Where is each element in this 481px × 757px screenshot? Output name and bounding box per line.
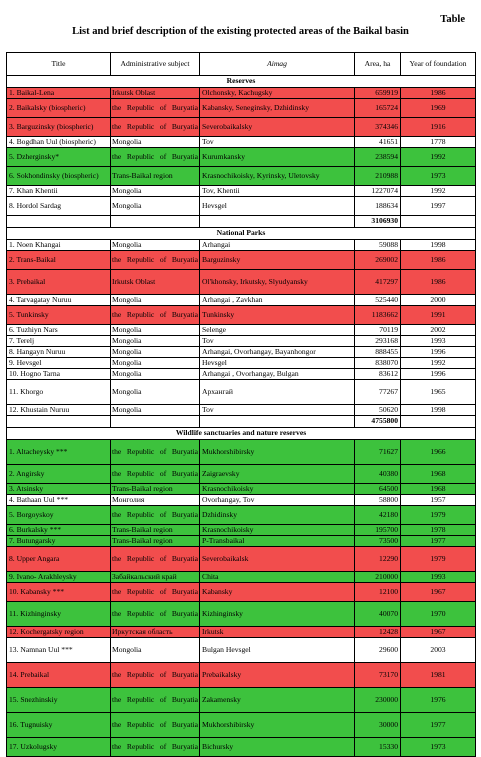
cell-year: 1998 bbox=[401, 405, 476, 416]
cell-year: 2002 bbox=[401, 325, 476, 336]
cell-admin-subject: Trans-Baikal region bbox=[111, 484, 200, 495]
cell-title: 8. Hangayn Nuruu bbox=[7, 347, 111, 358]
cell-admin-subject: Mongolia bbox=[111, 295, 200, 306]
cell-title: 5. Tunkinsky bbox=[7, 306, 111, 325]
cell-area: 73170 bbox=[355, 663, 401, 688]
table-row bbox=[7, 369, 476, 380]
table-row bbox=[7, 663, 476, 688]
cell-title: 2. Baikalsky (biospheric) bbox=[7, 99, 111, 118]
cell-year: 1979 bbox=[401, 506, 476, 525]
cell-year: 1997 bbox=[401, 197, 476, 216]
cell-aimag: Tov bbox=[200, 137, 355, 148]
cell-area: 59088 bbox=[355, 240, 401, 251]
table-row bbox=[7, 484, 476, 495]
cell-admin-subject: the Republic of Buryatia bbox=[111, 506, 200, 525]
cell-title: 11. Kizhinginsky bbox=[7, 602, 111, 627]
table-row bbox=[7, 295, 476, 306]
table-body bbox=[7, 76, 476, 757]
cell-aimag: Kizhinginsky bbox=[200, 602, 355, 627]
cell-title: 10. Kabansky *** bbox=[7, 583, 111, 602]
cell-area: 195700 bbox=[355, 525, 401, 536]
cell-year: 1957 bbox=[401, 495, 476, 506]
cell-title: 1. Altacheysky *** bbox=[7, 440, 111, 465]
cell-title: 9. Ivano- Arakhleysky bbox=[7, 572, 111, 583]
cell-aimag: Kabansky bbox=[200, 583, 355, 602]
cell-admin-subject: Irkutsk Oblast bbox=[111, 270, 200, 295]
cell-aimag: Chita bbox=[200, 572, 355, 583]
cell-area: 41651 bbox=[355, 137, 401, 148]
cell-area: 83612 bbox=[355, 369, 401, 380]
cell-aimag: Tov, Khentii bbox=[200, 186, 355, 197]
column-header-admin: Administrative subject bbox=[111, 53, 200, 76]
cell-title: 8. Hordol Sardag bbox=[7, 197, 111, 216]
empty-cell bbox=[401, 216, 476, 228]
table-row bbox=[7, 380, 476, 405]
cell-admin-subject: Mongolia bbox=[111, 347, 200, 358]
table-row bbox=[7, 495, 476, 506]
cell-aimag: Krasnochikoisky bbox=[200, 484, 355, 495]
table-row bbox=[7, 251, 476, 270]
cell-admin-subject: Mongolia bbox=[111, 197, 200, 216]
cell-area: 888455 bbox=[355, 347, 401, 358]
cell-year: 1967 bbox=[401, 627, 476, 638]
cell-year: 1973 bbox=[401, 167, 476, 186]
cell-aimag: Hevsgel bbox=[200, 358, 355, 369]
cell-area: 525440 bbox=[355, 295, 401, 306]
table-row bbox=[7, 572, 476, 583]
cell-aimag: Arhangai, Ovorhangay, Bayanhongor bbox=[200, 347, 355, 358]
cell-admin-subject: the Republic of Buryatia bbox=[111, 583, 200, 602]
cell-aimag: Selenge bbox=[200, 325, 355, 336]
cell-aimag: Kabansky, Seneginsky, Dzhidinsky bbox=[200, 99, 355, 118]
cell-admin-subject: Mongolia bbox=[111, 186, 200, 197]
cell-admin-subject: Монголия bbox=[111, 495, 200, 506]
cell-title: 13. Namnan Uul *** bbox=[7, 638, 111, 663]
table-row bbox=[7, 88, 476, 99]
cell-year: 1778 bbox=[401, 137, 476, 148]
cell-year: 1986 bbox=[401, 88, 476, 99]
cell-year: 1978 bbox=[401, 525, 476, 536]
empty-cell bbox=[111, 216, 200, 228]
cell-admin-subject: Mongolia bbox=[111, 137, 200, 148]
table-row bbox=[7, 440, 476, 465]
cell-title: 7. Terelj bbox=[7, 336, 111, 347]
cell-title: 5. Dzherginsky* bbox=[7, 148, 111, 167]
table-row bbox=[7, 306, 476, 325]
table-caption: Table bbox=[440, 14, 465, 25]
table-row bbox=[7, 99, 476, 118]
cell-aimag: Arhangai , Ovorhangay, Bulgan bbox=[200, 369, 355, 380]
cell-area: 40070 bbox=[355, 602, 401, 627]
section-heading: National Parks bbox=[7, 228, 476, 240]
cell-title: 10. Hogno Tarna bbox=[7, 369, 111, 380]
cell-admin-subject: the Republic of Buryatia bbox=[111, 663, 200, 688]
empty-cell bbox=[111, 416, 200, 428]
cell-aimag: Tunkinsky bbox=[200, 306, 355, 325]
table-row bbox=[7, 197, 476, 216]
table-row bbox=[7, 738, 476, 757]
cell-admin-subject: Trans-Baikal region bbox=[111, 167, 200, 186]
cell-admin-subject: Mongolia bbox=[111, 240, 200, 251]
cell-aimag: Prebaikalsky bbox=[200, 663, 355, 688]
cell-aimag: Kurumkansky bbox=[200, 148, 355, 167]
section-total-row bbox=[7, 416, 476, 428]
empty-cell bbox=[200, 416, 355, 428]
cell-title: 1. Baikal-Lena bbox=[7, 88, 111, 99]
cell-year: 1991 bbox=[401, 306, 476, 325]
cell-aimag: Arhangai , Zavkhan bbox=[200, 295, 355, 306]
cell-admin-subject: Mongolia bbox=[111, 369, 200, 380]
cell-aimag: Tov bbox=[200, 405, 355, 416]
table-row bbox=[7, 547, 476, 572]
cell-year: 1986 bbox=[401, 251, 476, 270]
cell-title: 6. Tuzhiyn Nars bbox=[7, 325, 111, 336]
cell-aimag: Mukhorshibirsky bbox=[200, 440, 355, 465]
cell-area: 58800 bbox=[355, 495, 401, 506]
table-row bbox=[7, 186, 476, 197]
cell-aimag: Zakamensky bbox=[200, 688, 355, 713]
cell-aimag: Bichursky bbox=[200, 738, 355, 757]
section-heading-row bbox=[7, 76, 476, 88]
cell-year: 1998 bbox=[401, 240, 476, 251]
section-heading-row bbox=[7, 428, 476, 440]
table-row bbox=[7, 688, 476, 713]
section-heading: Reserves bbox=[7, 76, 476, 88]
section-heading-row bbox=[7, 228, 476, 240]
cell-area: 70119 bbox=[355, 325, 401, 336]
cell-year: 1966 bbox=[401, 440, 476, 465]
cell-area: 165724 bbox=[355, 99, 401, 118]
cell-area: 12100 bbox=[355, 583, 401, 602]
cell-admin-subject: the Republic of Buryatia bbox=[111, 465, 200, 484]
column-header-year: Year of foundation bbox=[401, 53, 476, 76]
cell-area: 659919 bbox=[355, 88, 401, 99]
cell-title: 3. Prebaikal bbox=[7, 270, 111, 295]
cell-area: 417297 bbox=[355, 270, 401, 295]
section-heading: Wildlife sanctuaries and nature reserves bbox=[7, 428, 476, 440]
cell-title: 7. Butungarsky bbox=[7, 536, 111, 547]
cell-title: 3. Barguzinsky (biospheric) bbox=[7, 118, 111, 137]
cell-aimag: Bulgan Hevsgel bbox=[200, 638, 355, 663]
cell-admin-subject: Mongolia bbox=[111, 358, 200, 369]
cell-admin-subject: the Republic of Buryatia bbox=[111, 118, 200, 137]
table-row bbox=[7, 347, 476, 358]
cell-admin-subject: Mongolia bbox=[111, 336, 200, 347]
cell-year: 1965 bbox=[401, 380, 476, 405]
cell-aimag: Hevsgel bbox=[200, 197, 355, 216]
cell-area: 42180 bbox=[355, 506, 401, 525]
cell-admin-subject: the Republic of Buryatia bbox=[111, 440, 200, 465]
cell-area: 71627 bbox=[355, 440, 401, 465]
cell-title: 4. Bogdhan Uul (biospheric) bbox=[7, 137, 111, 148]
cell-title: 7. Khan Khentii bbox=[7, 186, 111, 197]
cell-area: 188634 bbox=[355, 197, 401, 216]
column-header-aimag: Aimag bbox=[200, 53, 355, 76]
cell-admin-subject: the Republic of Buryatia bbox=[111, 713, 200, 738]
cell-area: 64500 bbox=[355, 484, 401, 495]
section-total-row bbox=[7, 216, 476, 228]
cell-admin-subject: the Republic of Buryatia bbox=[111, 99, 200, 118]
cell-area: 29600 bbox=[355, 638, 401, 663]
cell-admin-subject: Забайкальский край bbox=[111, 572, 200, 583]
table-row bbox=[7, 137, 476, 148]
cell-aimag: Dzhidinsky bbox=[200, 506, 355, 525]
cell-year: 1916 bbox=[401, 118, 476, 137]
cell-year: 1993 bbox=[401, 336, 476, 347]
cell-aimag: Zaigraevsky bbox=[200, 465, 355, 484]
table-row bbox=[7, 638, 476, 663]
table-row bbox=[7, 465, 476, 484]
cell-admin-subject: the Republic of Buryatia bbox=[111, 306, 200, 325]
column-header-area: Area, ha bbox=[355, 53, 401, 76]
cell-title: 1. Noen Khangai bbox=[7, 240, 111, 251]
cell-admin-subject: the Republic of Buryatia bbox=[111, 738, 200, 757]
cell-aimag: Severobaikalsky bbox=[200, 118, 355, 137]
cell-title: 15. Snezhinskiy bbox=[7, 688, 111, 713]
cell-aimag: Severobaikalsk bbox=[200, 547, 355, 572]
cell-year: 1993 bbox=[401, 572, 476, 583]
cell-title: 9. Hevsgel bbox=[7, 358, 111, 369]
cell-title: 16. Tugnuisky bbox=[7, 713, 111, 738]
empty-cell bbox=[401, 416, 476, 428]
cell-area: 15330 bbox=[355, 738, 401, 757]
cell-admin-subject: the Republic of Buryatia bbox=[111, 547, 200, 572]
cell-area: 73500 bbox=[355, 536, 401, 547]
cell-year: 1970 bbox=[401, 602, 476, 627]
cell-year: 1992 bbox=[401, 186, 476, 197]
cell-year: 1992 bbox=[401, 148, 476, 167]
cell-aimag: Irkutsk bbox=[200, 627, 355, 638]
cell-aimag: Arhangai bbox=[200, 240, 355, 251]
cell-year: 1976 bbox=[401, 688, 476, 713]
table-row bbox=[7, 240, 476, 251]
cell-admin-subject: the Republic of Buryatia bbox=[111, 688, 200, 713]
table-row bbox=[7, 627, 476, 638]
document-title: List and brief description of the existing protected areas of the Baikal basin bbox=[72, 26, 409, 37]
cell-area: 12290 bbox=[355, 547, 401, 572]
cell-admin-subject: the Republic of Buryatia bbox=[111, 602, 200, 627]
empty-cell bbox=[7, 216, 111, 228]
cell-admin-subject: Mongolia bbox=[111, 380, 200, 405]
cell-area: 30000 bbox=[355, 713, 401, 738]
cell-admin-subject: Trans-Baikal region bbox=[111, 536, 200, 547]
cell-admin-subject: the Republic of Buryatia bbox=[111, 148, 200, 167]
column-header-title: Title bbox=[7, 53, 111, 76]
cell-admin-subject: Mongolia bbox=[111, 638, 200, 663]
table-row bbox=[7, 118, 476, 137]
section-total-area: 3106930 bbox=[355, 216, 401, 228]
cell-year: 1996 bbox=[401, 347, 476, 358]
empty-cell bbox=[7, 416, 111, 428]
table-row bbox=[7, 506, 476, 525]
cell-area: 293168 bbox=[355, 336, 401, 347]
cell-aimag: Tov bbox=[200, 336, 355, 347]
table-row bbox=[7, 325, 476, 336]
cell-year: 1968 bbox=[401, 465, 476, 484]
cell-area: 1227074 bbox=[355, 186, 401, 197]
cell-aimag: Архангай bbox=[200, 380, 355, 405]
cell-year: 1977 bbox=[401, 536, 476, 547]
cell-title: 4. Bathaan Uul *** bbox=[7, 495, 111, 506]
table-row bbox=[7, 270, 476, 295]
cell-title: 2. Angirsky bbox=[7, 465, 111, 484]
cell-year: 1967 bbox=[401, 583, 476, 602]
table-row bbox=[7, 713, 476, 738]
cell-area: 210988 bbox=[355, 167, 401, 186]
cell-area: 50620 bbox=[355, 405, 401, 416]
cell-title: 14. Prebaikal bbox=[7, 663, 111, 688]
cell-year: 1992 bbox=[401, 358, 476, 369]
cell-title: 5. Borgoyskoy bbox=[7, 506, 111, 525]
cell-year: 1977 bbox=[401, 713, 476, 738]
cell-year: 1973 bbox=[401, 738, 476, 757]
cell-year: 1969 bbox=[401, 99, 476, 118]
cell-aimag: P-Transbaikal bbox=[200, 536, 355, 547]
cell-area: 40380 bbox=[355, 465, 401, 484]
cell-title: 3. Atsinsky bbox=[7, 484, 111, 495]
table-row bbox=[7, 167, 476, 186]
cell-aimag: Krasnochikoisky bbox=[200, 525, 355, 536]
cell-area: 210000 bbox=[355, 572, 401, 583]
cell-area: 269002 bbox=[355, 251, 401, 270]
table-row bbox=[7, 358, 476, 369]
cell-year: 1996 bbox=[401, 369, 476, 380]
cell-area: 238594 bbox=[355, 148, 401, 167]
cell-year: 2003 bbox=[401, 638, 476, 663]
cell-admin-subject: Иркутская область bbox=[111, 627, 200, 638]
cell-title: 4. Tarvagatay Nuruu bbox=[7, 295, 111, 306]
cell-title: 6. Burkalsky *** bbox=[7, 525, 111, 536]
table-row bbox=[7, 405, 476, 416]
cell-area: 1183662 bbox=[355, 306, 401, 325]
cell-area: 230000 bbox=[355, 688, 401, 713]
table-row bbox=[7, 583, 476, 602]
table-row bbox=[7, 525, 476, 536]
cell-aimag: Ol'khonsky, Irkutsky, Slyudyansky bbox=[200, 270, 355, 295]
cell-area: 374346 bbox=[355, 118, 401, 137]
table-row bbox=[7, 602, 476, 627]
cell-title: 8. Upper Angara bbox=[7, 547, 111, 572]
header-row bbox=[7, 53, 476, 76]
cell-year: 1981 bbox=[401, 663, 476, 688]
table-row bbox=[7, 536, 476, 547]
cell-title: 11. Khorgo bbox=[7, 380, 111, 405]
cell-year: 1968 bbox=[401, 484, 476, 495]
cell-admin-subject: the Republic of Buryatia bbox=[111, 251, 200, 270]
cell-title: 12. Khustain Nuruu bbox=[7, 405, 111, 416]
table-row bbox=[7, 148, 476, 167]
cell-area: 77267 bbox=[355, 380, 401, 405]
cell-title: 17. Uzkolugsky bbox=[7, 738, 111, 757]
cell-aimag: Ovorhangay, Tov bbox=[200, 495, 355, 506]
cell-title: 6. Sokhondinsky (biospheric) bbox=[7, 167, 111, 186]
cell-title: 12. Kochergatsky region bbox=[7, 627, 111, 638]
cell-aimag: Olchonsky, Kachugsky bbox=[200, 88, 355, 99]
section-total-area: 4755800 bbox=[355, 416, 401, 428]
cell-area: 838070 bbox=[355, 358, 401, 369]
cell-year: 1979 bbox=[401, 547, 476, 572]
cell-aimag: Mukhorshibirsky bbox=[200, 713, 355, 738]
empty-cell bbox=[200, 216, 355, 228]
table-row bbox=[7, 336, 476, 347]
cell-admin-subject: Trans-Baikal region bbox=[111, 525, 200, 536]
protected-areas-table bbox=[6, 52, 476, 757]
cell-aimag: Barguzinsky bbox=[200, 251, 355, 270]
cell-admin-subject: Mongolia bbox=[111, 325, 200, 336]
cell-year: 1986 bbox=[401, 270, 476, 295]
cell-area: 12428 bbox=[355, 627, 401, 638]
cell-title: 2. Trans-Baikal bbox=[7, 251, 111, 270]
cell-aimag: Krasnochikoisky, Kyrinsky, Uletovsky bbox=[200, 167, 355, 186]
cell-admin-subject: Mongolia bbox=[111, 405, 200, 416]
cell-year: 2000 bbox=[401, 295, 476, 306]
cell-admin-subject: Irkutsk Oblast bbox=[111, 88, 200, 99]
